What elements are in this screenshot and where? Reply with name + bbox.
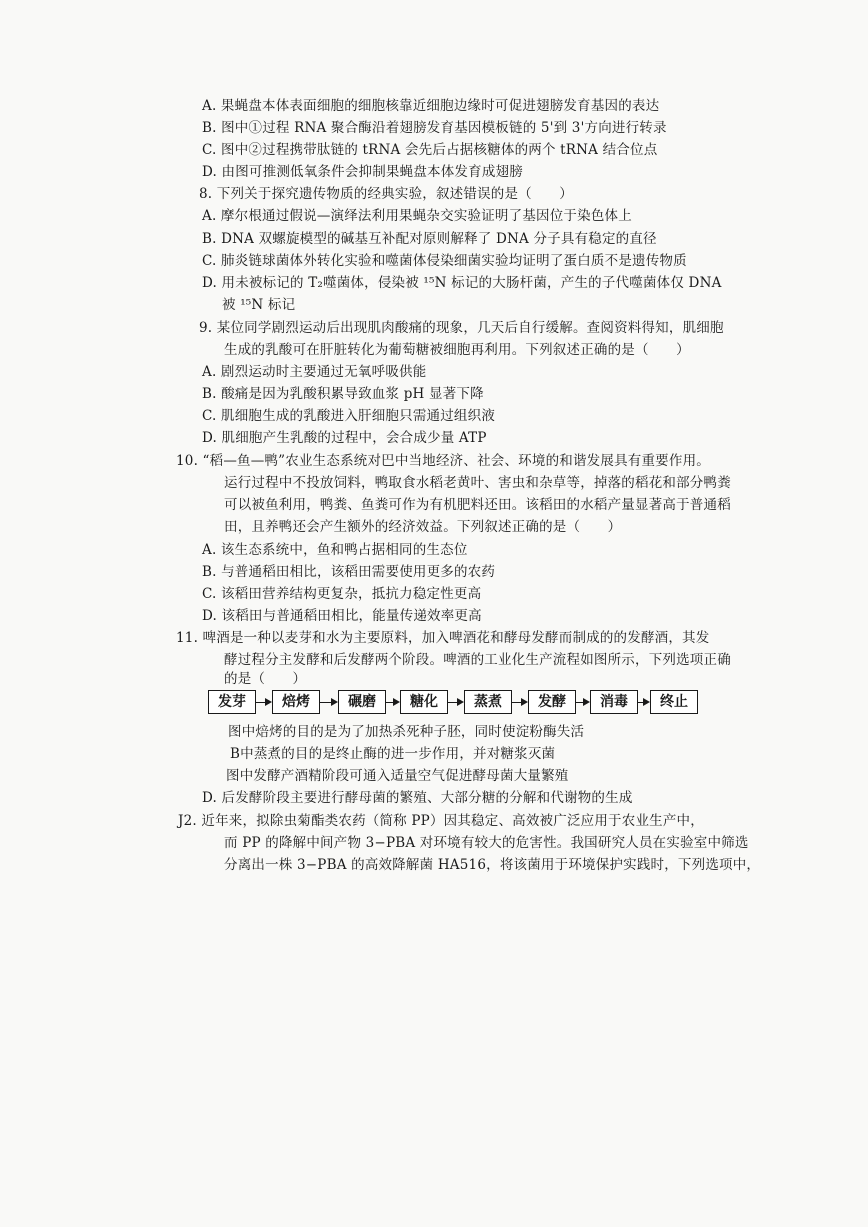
q9-stem-line-1: 9. 某位同学剧烈运动后出现肌肉酸痛的现象，几天后自行缓解。查阅资料得知，肌细胞 [199,320,724,336]
q8-stem: 8. 下列关于探究遗传物质的经典实验，叙述错误的是（ ） [199,186,573,202]
flow-arrow [320,702,336,703]
q10-stem-line-3: 可以被鱼利用，鸭粪、鱼粪可作为有机肥料还田。该稻田的水稻产量显著高于普通稻 [224,497,731,513]
flow-arrow [576,702,588,703]
flow-step-2: 焙烤 [272,690,320,714]
q8-option-d: D. 用未被标记的 T₂噬菌体，侵染被 ¹⁵N 标记的大肠杆菌，产生的子代噬菌体仅 DNA [202,275,722,291]
flow-step-6: 发酵 [528,690,576,714]
flow-arrow [448,702,462,703]
flow-arrow [638,702,648,703]
flow-step-1: 发芽 [208,690,256,714]
flow-step-7: 消毒 [590,690,638,714]
flow-step-4: 糖化 [400,690,448,714]
q11-stem-line-1: 11. 啤酒是一种以麦芽和水为主要原料，加入啤酒花和酵母发酵而制成的的发酵酒，其发 [176,630,710,646]
q8-option-b: B. DNA 双螺旋模型的碱基互补配对原则解释了 DNA 分子具有稳定的直径 [202,231,657,247]
q8-option-a: A. 摩尔根通过假说—演绎法利用果蝇杂交实验证明了基因位于染色体上 [202,208,632,224]
q11-option-b: B中蒸煮的目的是终止酶的进一步作用，并对糖浆灭菌 [230,746,556,762]
q12-stem-line-3: 分离出一株 3−PBA 的高效降解菌 HA516，将该菌用于环境保护实践时，下列选项中， [224,857,761,873]
q9-option-c: C. 肌细胞生成的乳酸进入肝细胞只需通过组织液 [202,408,496,424]
q10-stem-line-4: 田，且养鸭还会产生额外的经济效益。下列叙述正确的是（ ） [224,519,622,535]
flow-arrow [512,702,526,703]
q11-stem-line-2: 酵过程分主发酵和后发酵两个阶段。啤酒的工业化生产流程如图所示，下列选项正确 [224,652,731,668]
q7-option-a: A. 果蝇盘本体表面细胞的细胞核靠近细胞边缘时可促进翅膀发育基因的表达 [202,98,660,114]
q12-stem-line-2: 而 PP 的降解中间产物 3−PBA 对环境有较大的危害性。我国研究人员在实验室中筛选 [224,835,749,851]
q8-option-d-continued: 被 ¹⁵N 标记 [222,297,296,313]
q11-option-d: D. 后发酵阶段主要进行酵母菌的繁殖、大部分糖的分解和代谢物的生成 [202,790,633,806]
q11-option-c: 图中发酵产酒精阶段可通入适量空气促进酵母菌大量繁殖 [226,768,569,784]
flow-step-8: 终止 [650,690,698,714]
q7-option-b: B. 图中①过程 RNA 聚合酶沿着翅膀发育基因模板链的 5'到 3'方向进行转录 [202,120,667,136]
flow-arrow [386,702,398,703]
brewing-flow-diagram [208,690,694,716]
q11-stem-line-3: 的是（ ） [224,671,307,687]
q9-option-d: D. 肌细胞产生乳酸的过程中，会合成少量 ATP [202,430,487,446]
q10-option-a: A. 该生态系统中，鱼和鸭占据相同的生态位 [202,542,468,558]
q10-option-b: B. 与普通稻田相比，该稻田需要使用更多的农药 [202,564,496,580]
flow-step-5: 蒸煮 [464,690,512,714]
q7-option-c: C. 图中②过程携带肽链的 tRNA 会先后占据核糖体的两个 tRNA 结合位点 [202,142,658,158]
flow-arrow [256,702,270,703]
q7-option-d: D. 由图可推测低氧条件会抑制果蝇盘本体发育成翅膀 [202,164,523,180]
q10-stem-line-1: 10. “稻—鱼—鸭”农业生态系统对巴中当地经济、社会、环境的和谐发展具有重要作用。 [176,453,710,469]
q8-option-c: C. 肺炎链球菌体外转化实验和噬菌体侵染细菌实验均证明了蛋白质不是遗传物质 [202,253,687,269]
q11-option-a: 图中焙烤的目的是为了加热杀死种子胚，同时使淀粉酶失活 [228,724,585,740]
flow-step-3: 碾磨 [338,690,386,714]
q9-stem-line-2: 生成的乳酸可在肝脏转化为葡萄糖被细胞再利用。下列叙述正确的是（ ） [224,342,690,358]
q9-option-b: B. 酸痛是因为乳酸积累导致血浆 pH 显著下降 [202,386,484,402]
q12-stem-line-1: J2. 近年来，拟除虫菊酯类农药（简称 PP）因其稳定、高效被广泛应用于农业生产中， [178,813,704,829]
q9-option-a: A. 剧烈运动时主要通过无氧呼吸供能 [202,364,427,380]
q10-option-d: D. 该稻田与普通稻田相比，能量传递效率更高 [202,608,482,624]
q10-option-c: C. 该稻田营养结构更复杂，抵抗力稳定性更高 [202,586,482,602]
q10-stem-line-2: 运行过程中不投放饲料，鸭取食水稻老黄叶、害虫和杂草等，掉落的稻花和部分鸭粪 [224,475,731,491]
